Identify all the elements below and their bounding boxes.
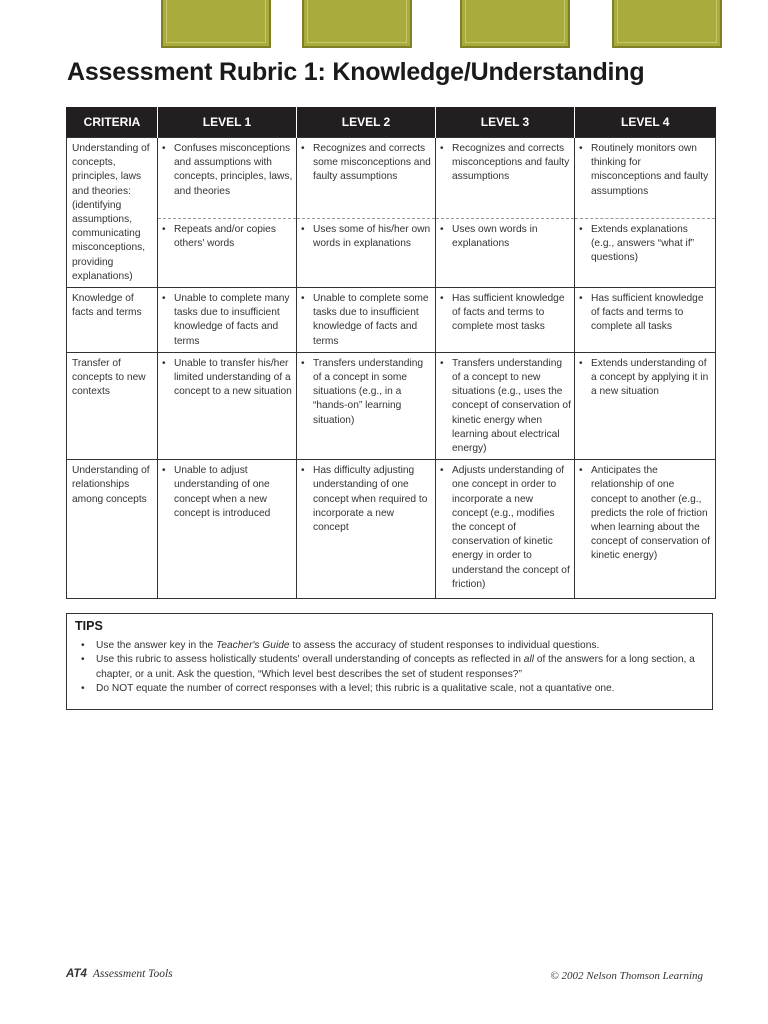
- tip-emphasis: Teacher's Guide: [216, 640, 290, 652]
- tip-text: of the answers for a long section, a chapter, or a unit. Ask the question, “Which level best describes the set of student responses?”: [96, 654, 695, 680]
- cell-text: Uses some of his/her own words in explanations: [313, 223, 431, 249]
- tip-emphasis: all: [523, 654, 534, 666]
- cell-text: Extends explanations (e.g., answers “what if” questions): [591, 223, 695, 263]
- cell-text: Recognizes and corrects misconceptions and faulty assumptions: [452, 143, 570, 183]
- decorative-tab-2: [302, 0, 412, 48]
- cell-text: Has sufficient knowledge of facts and terms to complete all tasks: [591, 293, 704, 333]
- header-level-3: LEVEL 3: [436, 107, 575, 138]
- level-cell: • Unable to complete many tasks due to insufficient knowledge of facts and terms: [158, 288, 297, 353]
- cell-text: Unable to adjust understanding of one concept when a new concept is introduced: [174, 465, 271, 519]
- level-cell: • Unable to adjust understanding of one concept when a new concept is introduced: [158, 460, 297, 599]
- cell-text: Has difficulty adjusting understanding of one concept when required to incorporate a new concept: [313, 465, 428, 534]
- cell-text: Recognizes and corrects some misconceptions and faulty assumptions: [313, 143, 431, 183]
- cell-text: Has sufficient knowledge of facts and terms to complete most tasks: [452, 293, 565, 333]
- level-cell: • Has difficulty adjusting understanding of one concept when required to incorporate a new concept: [297, 460, 436, 599]
- cell-text: Transfers understanding of a concept in some situations (e.g., in a “hands-on” learning situation): [313, 357, 424, 426]
- page-code: AT4: [66, 968, 87, 980]
- header-level-4: LEVEL 4: [575, 107, 716, 138]
- cell-text: Extends understanding of a concept by applying it in a new situation: [591, 357, 709, 398]
- level-cell: • Has sufficient knowledge of facts and terms to complete most tasks: [436, 288, 575, 353]
- decorative-tab-1: [161, 0, 271, 48]
- level-cell: • Uses some of his/her own words in explanations: [297, 218, 436, 287]
- criteria-cell: Understanding of relationships among concepts: [67, 460, 158, 599]
- tips-heading: TIPS: [75, 619, 103, 633]
- cell-text: Repeats and/or copies others' words: [174, 223, 276, 249]
- header-level-2: LEVEL 2: [297, 107, 436, 138]
- section-name: Assessment Tools: [92, 968, 173, 980]
- cell-text: Anticipates the relationship of one concept to another (e.g., predicts the role of friction when learning about the concept of conservation of kinetic energy): [591, 465, 710, 562]
- criteria-cell: Transfer of concepts to new contexts: [67, 352, 158, 459]
- level-cell: • Anticipates the relationship of one concept to another (e.g., predicts the role of friction when learning about the concept of conservation of kinetic energy): [575, 460, 716, 599]
- tip-item: • Use this rubric to assess holistically students' overall understanding of concepts as reflected in all of the answers for a long section, a chapter, or a unit. Ask the question, “Which level best describes the set of student responses?”: [81, 654, 695, 680]
- cell-text: Uses own words in explanations: [452, 223, 538, 249]
- level-cell: • Routinely monitors own thinking for misconceptions and faulty assumptions: [575, 138, 716, 219]
- cell-text: Adjusts understanding of one concept in order to incorporate a new concept (e.g., modifies the concept of conservation of kinetic energy in order to understand the concept of friction): [452, 465, 570, 590]
- tip-text: Do NOT equate the number of correct responses with a level; this rubric is a qualitative scale, not a quantative one.: [96, 682, 615, 694]
- level-cell: • Transfers understanding of a concept to new situations (e.g., uses the concept of conservation of kinetic energy when learning about electrical energy): [436, 352, 575, 459]
- level-cell: • Adjusts understanding of one concept in order to incorporate a new concept (e.g., modifies the concept of conservation of kinetic energy in order to understand the concept of friction): [436, 460, 575, 599]
- cell-text: Unable to complete some tasks due to insufficient knowledge of facts and terms: [313, 293, 429, 347]
- level-cell: • Has sufficient knowledge of facts and terms to complete all tasks: [575, 288, 716, 353]
- level-cell: • Extends understanding of a concept by applying it in a new situation: [575, 352, 716, 459]
- cell-text: Unable to transfer his/her limited understanding of a concept to a new situation: [174, 357, 292, 398]
- tip-item: • Do NOT equate the number of correct responses with a level; this rubric is a qualitative scale, not a quantative one.: [81, 682, 615, 694]
- copyright: © 2002 Nelson Thomson Learning: [550, 970, 703, 982]
- level-cell: • Uses own words in explanations: [436, 218, 575, 287]
- level-cell: • Recognizes and corrects some misconceptions and faulty assumptions: [297, 138, 436, 219]
- cell-text: Confuses misconceptions and assumptions with concepts, principles, laws, and theories: [174, 143, 293, 197]
- footer-left: [66, 968, 173, 980]
- decorative-tab-4: [612, 0, 722, 48]
- level-cell: • Confuses misconceptions and assumptions with concepts, principles, laws, and theories: [158, 138, 297, 219]
- cell-text: Transfers understanding of a concept to new situations (e.g., uses the concept of conservation of kinetic energy when learning about electrical energy): [452, 357, 571, 455]
- tip-text: Use the answer key in the: [96, 640, 217, 652]
- page-title: Assessment Rubric 1: Knowledge/Understanding: [67, 58, 645, 86]
- level-cell: • Recognizes and corrects misconceptions and faulty assumptions: [436, 138, 575, 219]
- level-cell: • Extends explanations (e.g., answers “what if” questions): [575, 218, 716, 287]
- cell-text: Routinely monitors own thinking for misconceptions and faulty assumptions: [591, 143, 709, 197]
- decorative-tab-3: [460, 0, 570, 48]
- rubric-table: [66, 107, 716, 599]
- criteria-cell: Understanding of concepts, principles, laws and theories: (identifying assumptions, communicating misconceptions, providing explanations): [67, 138, 158, 288]
- table-row: [67, 352, 716, 459]
- level-cell: • Unable to complete some tasks due to insufficient knowledge of facts and terms: [297, 288, 436, 353]
- tips-list: [75, 639, 704, 696]
- cell-text: Unable to complete many tasks due to insufficient knowledge of facts and terms: [174, 293, 290, 347]
- tip-item: • Use the answer key in the Teacher's Guide to assess the accuracy of student responses to individual questions.: [81, 640, 600, 652]
- header-level-1: LEVEL 1: [158, 107, 297, 138]
- level-cell: • Transfers understanding of a concept in some situations (e.g., in a “hands-on” learning situation): [297, 352, 436, 459]
- level-cell: • Repeats and/or copies others' words: [158, 218, 297, 287]
- table-header-row: [67, 107, 716, 138]
- tips-box: [66, 613, 713, 710]
- level-cell: • Unable to transfer his/her limited understanding of a concept to a new situation: [158, 352, 297, 459]
- header-criteria: CRITERIA: [67, 107, 158, 138]
- table-row: [67, 288, 716, 353]
- table-row: [67, 460, 716, 599]
- table-row: [67, 138, 716, 219]
- tip-text: Use this rubric to assess holistically students' overall understanding of concepts as reflected in: [96, 654, 524, 666]
- table-row: [67, 218, 716, 287]
- criteria-cell: Knowledge of facts and terms: [67, 288, 158, 353]
- tip-text: to assess the accuracy of student responses to individual questions.: [289, 640, 600, 652]
